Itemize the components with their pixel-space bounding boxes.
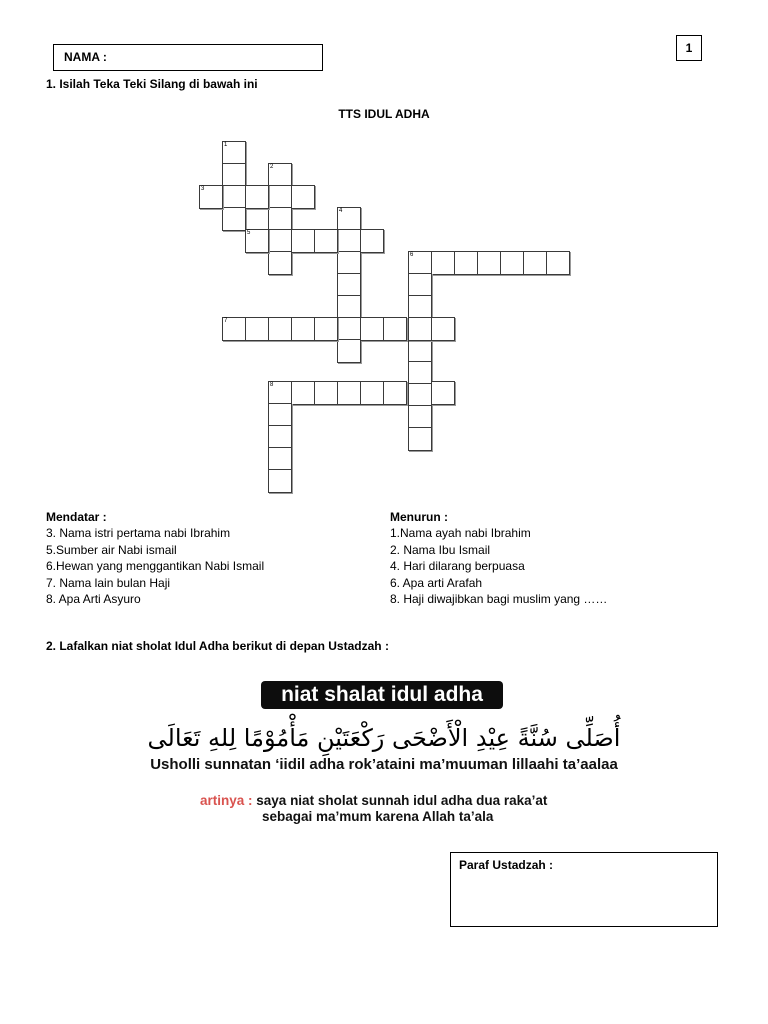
crossword-cell[interactable]	[222, 185, 246, 209]
crossword-cell[interactable]	[268, 207, 292, 231]
crossword-cell[interactable]	[268, 317, 292, 341]
paraf-box[interactable]	[450, 852, 718, 927]
crossword-cell[interactable]	[408, 427, 432, 451]
crossword-clue-number: 5	[247, 230, 251, 236]
crossword-cell[interactable]	[408, 273, 432, 297]
name-field[interactable]	[53, 44, 323, 71]
crossword-cell[interactable]	[337, 317, 361, 341]
question-1: 1. Isilah Teka Teki Silang di bawah ini	[46, 77, 258, 91]
across-clue: 7. Nama lain bulan Haji	[46, 575, 171, 590]
across-clue: 3. Nama istri pertama nabi Ibrahim	[46, 526, 231, 541]
down-clue: 6. Apa arti Arafah	[390, 575, 483, 590]
crossword-cell[interactable]	[291, 185, 315, 209]
crossword-cell[interactable]	[360, 229, 384, 253]
crossword-cell[interactable]	[477, 251, 501, 275]
crossword-cell[interactable]	[360, 317, 384, 341]
crossword-cell[interactable]	[408, 295, 432, 319]
crossword-cell[interactable]	[383, 317, 407, 341]
crossword-cell[interactable]	[431, 317, 455, 341]
crossword-cell[interactable]	[268, 185, 292, 209]
crossword-cell[interactable]	[314, 381, 338, 405]
artinya-line-2: sebagai ma’mum karena Allah ta’ala	[262, 809, 494, 824]
crossword-cell[interactable]	[383, 381, 407, 405]
page-number: 1	[676, 35, 702, 61]
crossword-clue-number: 2	[270, 164, 274, 170]
crossword-cell[interactable]	[546, 251, 570, 275]
crossword-cell[interactable]	[454, 251, 478, 275]
crossword-clue-number: 8	[270, 382, 274, 388]
crossword-cell[interactable]	[523, 251, 547, 275]
across-clue: 6.Hewan yang menggantikan Nabi Ismail	[46, 559, 265, 574]
crossword-cell[interactable]	[431, 251, 455, 275]
crossword-cell[interactable]	[337, 229, 361, 253]
across-title: Mendatar :	[46, 510, 107, 524]
crossword-cell[interactable]	[360, 381, 384, 405]
crossword-cell[interactable]	[337, 295, 361, 319]
crossword-cell[interactable]	[268, 229, 292, 253]
crossword-cell[interactable]	[245, 185, 269, 209]
crossword-cell[interactable]	[337, 339, 361, 363]
crossword-cell[interactable]	[268, 163, 292, 187]
crossword-cell[interactable]	[291, 317, 315, 341]
crossword-cell[interactable]	[431, 381, 455, 405]
down-title: Menurun :	[390, 510, 448, 524]
crossword-cell[interactable]	[291, 381, 315, 405]
crossword-cell[interactable]	[222, 207, 246, 231]
arabic-niat: أُصَلِّى سُنَّةً عِيْدِ الْأَضْحَى رَكْعَتَيْنِ مَأْمُوْمًا لِلهِ تَعَالَى	[147, 724, 621, 752]
down-clue: 2. Nama Ibu Ismail	[390, 542, 491, 557]
crossword-cell[interactable]	[408, 251, 432, 275]
across-clue: 8. Apa Arti Asyuro	[46, 592, 141, 607]
across-clues	[46, 509, 264, 607]
crossword-cell[interactable]	[222, 163, 246, 187]
crossword-cell[interactable]	[268, 251, 292, 275]
down-clue: 8. Haji diwajibkan bagi muslim yang ……	[390, 592, 608, 607]
crossword-cell[interactable]	[268, 469, 292, 493]
crossword-clue-number: 4	[339, 208, 343, 214]
crossword-cell[interactable]	[408, 339, 432, 363]
crossword-cell[interactable]	[222, 141, 246, 165]
across-clue: 5.Sumber air Nabi ismail	[46, 542, 177, 557]
latin-niat: Usholli sunnatan ‘iidil adha rok’ataini ma’muuman lillaahi ta’aalaa	[150, 756, 618, 773]
crossword-cell[interactable]	[268, 403, 292, 427]
crossword-cell[interactable]	[268, 447, 292, 471]
artinya-text-1: saya niat sholat sunnah idul adha dua raka’at	[252, 793, 548, 808]
crossword-cell[interactable]	[408, 317, 432, 341]
down-clue: 1.Nama ayah nabi Ibrahim	[390, 526, 531, 541]
crossword-cell[interactable]	[337, 207, 361, 231]
crossword-cell[interactable]	[222, 317, 246, 341]
crossword-cell[interactable]	[291, 229, 315, 253]
crossword-clue-number: 7	[224, 318, 228, 324]
crossword-cell[interactable]	[268, 381, 292, 405]
crossword-cell[interactable]	[408, 405, 432, 429]
crossword-clue-number: 6	[410, 252, 414, 258]
down-clues	[390, 509, 607, 607]
crossword-cell[interactable]	[408, 361, 432, 385]
crossword-cell[interactable]	[337, 381, 361, 405]
crossword-cell[interactable]	[314, 317, 338, 341]
crossword-cell[interactable]	[500, 251, 524, 275]
down-clue: 4. Hari dilarang berpuasa	[390, 559, 525, 574]
question-2: 2. Lafalkan niat sholat Idul Adha berikut di depan Ustadzah :	[46, 639, 389, 653]
crossword-title: TTS IDUL ADHA	[338, 107, 430, 121]
crossword-cell[interactable]	[245, 317, 269, 341]
crossword-cell[interactable]	[268, 425, 292, 449]
crossword-clue-number: 1	[224, 142, 228, 148]
artinya-line-1	[200, 793, 547, 808]
crossword-cell[interactable]	[337, 251, 361, 275]
crossword-clue-number: 3	[201, 186, 205, 192]
paraf-label: Paraf Ustadzah :	[459, 858, 554, 872]
crossword-cell[interactable]	[408, 383, 432, 407]
crossword-cell[interactable]	[245, 229, 269, 253]
artinya-label: artinya :	[200, 793, 253, 808]
crossword-cell[interactable]	[314, 229, 338, 253]
name-label: NAMA :	[64, 50, 107, 64]
crossword-cell[interactable]	[199, 185, 223, 209]
crossword-cell[interactable]	[337, 273, 361, 297]
niat-banner: niat shalat idul adha	[261, 681, 503, 709]
